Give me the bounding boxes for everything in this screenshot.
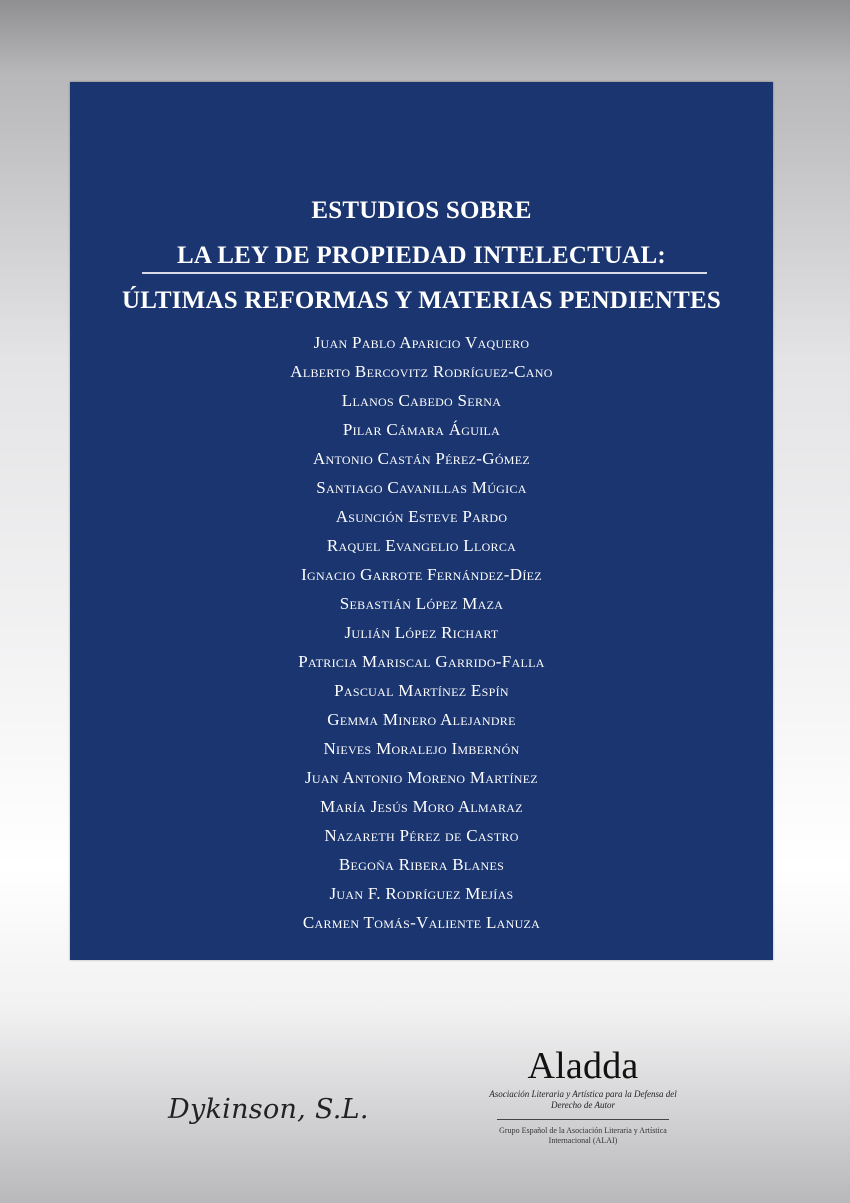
- association-subtitle: Grupo Español de la Asociación Literaria y Artística Internacional (ALAI): [499, 1126, 667, 1145]
- author-name: Juan Antonio Moreno Martínez: [304, 768, 539, 787]
- author-name: Juan F. Rodríguez Mejías: [329, 884, 514, 903]
- title-divider: [142, 272, 707, 274]
- author-name: Sebastián López Maza: [339, 594, 504, 613]
- author-name: Antonio Castán Pérez-Gómez: [312, 449, 531, 468]
- book-title: [70, 188, 773, 323]
- author-name: Begoña Ribera Blanes: [338, 855, 505, 874]
- publisher-logo-text: Dykinson, S.L.: [168, 1094, 369, 1125]
- association-divider: [497, 1119, 669, 1120]
- author-name: Gemma Minero Alejandre: [327, 710, 516, 729]
- author-name: María Jesús Moro Almaraz: [320, 797, 523, 816]
- title-line-1: ESTUDIOS SOBRE: [311, 197, 532, 224]
- author-name: Juan Pablo Aparicio Vaquero: [313, 333, 530, 352]
- author-name: Santiago Cavanillas Múgica: [316, 478, 527, 497]
- author-list: [70, 328, 773, 937]
- author-name: Raquel Evangelio Llorca: [326, 536, 517, 555]
- cover-panel: [70, 82, 773, 960]
- author-name: Julián López Richart: [344, 623, 499, 642]
- publisher-logo: [168, 1085, 374, 1135]
- author-name: Asunción Esteve Pardo: [335, 507, 508, 526]
- author-name: Llanos Cabedo Serna: [341, 391, 502, 410]
- association-description: Asociación Literaria y Artística para la Defensa del Derecho de Autor: [489, 1089, 677, 1110]
- author-name: Patricia Mariscal Garrido-Falla: [298, 652, 545, 671]
- author-name: Pascual Martínez Espín: [334, 681, 509, 700]
- author-name: Pilar Cámara Águila: [342, 420, 501, 439]
- author-name: Nieves Moralejo Imbernón: [323, 739, 520, 758]
- title-line-2: LA LEY DE PROPIEDAD INTELECTUAL:: [177, 242, 666, 269]
- author-name: Alberto Bercovitz Rodríguez-Cano: [290, 362, 553, 381]
- title-line-3: ÚLTIMAS REFORMAS Y MATERIAS PENDIENTES: [122, 287, 721, 314]
- author-name: Ignacio Garrote Fernández-Díez: [301, 565, 542, 584]
- author-name: Nazareth Pérez de Castro: [324, 826, 519, 845]
- author-name: Carmen Tomás-Valiente Lanuza: [302, 913, 541, 932]
- association-name: Aladda: [527, 1045, 639, 1087]
- association-logo: [488, 1043, 678, 1146]
